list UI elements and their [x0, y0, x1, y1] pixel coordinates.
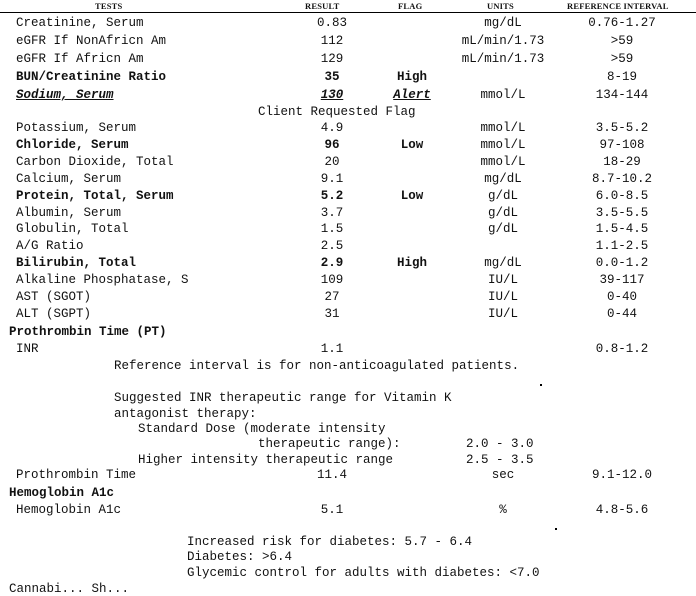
test-result: 130 — [320, 88, 344, 102]
table-row — [0, 189, 696, 206]
test-name: Globulin, Total — [16, 222, 129, 236]
test-units: IU/L — [487, 273, 519, 287]
test-units: g/dL — [487, 206, 519, 220]
header-result: RESULT — [305, 1, 340, 11]
test-flag: Low — [400, 189, 424, 203]
test-reference: 39-117 — [599, 273, 645, 287]
test-name: Potassium, Serum — [16, 121, 137, 135]
test-reference: 3.5-5.2 — [595, 121, 649, 135]
pt-note: Standard Dose (moderate intensity — [138, 422, 386, 436]
test-reference: 18-29 — [603, 155, 641, 169]
test-reference: 1.1-2.5 — [595, 239, 649, 253]
test-reference: 0.76-1.27 — [588, 16, 656, 30]
stray-dot — [555, 528, 557, 530]
table-row — [0, 88, 696, 105]
test-name: eGFR If Africn Am — [16, 52, 144, 66]
stray-dot — [540, 384, 542, 386]
test-units: mmol/L — [480, 138, 526, 152]
test-units: mg/dL — [484, 16, 522, 30]
pt-range-value: 2.5 - 3.5 — [466, 453, 534, 467]
table-row — [0, 290, 696, 307]
table-row — [0, 121, 696, 138]
test-reference: >59 — [610, 34, 634, 48]
test-result: 0.83 — [316, 16, 348, 30]
section-title-pt: Prothrombin Time (PT) — [9, 325, 167, 339]
test-units: sec — [491, 468, 515, 482]
table-row — [0, 468, 696, 485]
test-result: 20 — [324, 155, 340, 169]
test-name: Calcium, Serum — [16, 172, 122, 186]
test-result: 5.1 — [320, 503, 344, 517]
test-name: BUN/Creatinine Ratio — [16, 70, 167, 84]
test-result: 109 — [320, 273, 344, 287]
test-reference: 9.1-12.0 — [591, 468, 653, 482]
test-flag: Low — [400, 138, 424, 152]
table-row — [0, 273, 696, 290]
header-tests: TESTS — [95, 1, 123, 11]
test-result: 9.1 — [320, 172, 344, 186]
table-row — [0, 222, 696, 239]
column-header — [0, 0, 696, 13]
test-name: INR — [16, 342, 39, 356]
pt-note: Higher intensity therapeutic range — [138, 453, 394, 467]
table-row — [0, 52, 696, 69]
test-reference: 0-44 — [606, 307, 638, 321]
test-units: g/dL — [487, 222, 519, 236]
test-reference: 6.0-8.5 — [595, 189, 649, 203]
pt-note: Reference interval is for non-anticoagulated patients. — [114, 359, 520, 373]
test-result: 5.2 — [320, 189, 344, 203]
test-flag: High — [396, 256, 428, 270]
test-units: % — [499, 503, 507, 517]
test-result: 31 — [324, 307, 340, 321]
test-reference: 8.7-10.2 — [591, 172, 653, 186]
table-row — [0, 138, 696, 155]
test-result: 35 — [324, 70, 340, 84]
test-result: 11.4 — [316, 468, 348, 482]
test-units: mL/min/1.73 — [461, 52, 545, 66]
test-reference: 0-40 — [606, 290, 638, 304]
test-reference: 97-108 — [599, 138, 645, 152]
test-reference: 4.8-5.6 — [595, 503, 649, 517]
test-reference: >59 — [610, 52, 634, 66]
test-result: 112 — [320, 34, 344, 48]
test-name: ALT (SGPT) — [16, 307, 92, 321]
test-result: 96 — [324, 138, 340, 152]
test-result: 2.5 — [320, 239, 344, 253]
a1c-note: Glycemic control for adults with diabetes: <7.0 — [187, 566, 540, 580]
header-flag: FLAG — [398, 1, 423, 11]
header-reference: REFERENCE INTERVAL — [567, 1, 669, 11]
test-name: Creatinine, Serum — [16, 16, 144, 30]
test-name: Alkaline Phosphatase, S — [16, 273, 189, 287]
table-row — [0, 206, 696, 223]
cut-off-section-title: Cannabi... Sh... — [9, 582, 130, 596]
table-row — [0, 503, 696, 520]
table-row — [0, 34, 696, 51]
test-reference: 0.8-1.2 — [595, 342, 649, 356]
table-row — [0, 239, 696, 256]
test-name: Prothrombin Time — [16, 468, 137, 482]
test-result: 1.5 — [320, 222, 344, 236]
header-units: UNITS — [487, 1, 514, 11]
test-name: Bilirubin, Total — [16, 256, 137, 270]
test-name: Sodium, Serum — [16, 88, 114, 102]
table-row — [0, 70, 696, 87]
test-result: 3.7 — [320, 206, 344, 220]
test-result: 1.1 — [320, 342, 344, 356]
test-flag: High — [396, 70, 428, 84]
pt-note: Suggested INR therapeutic range for Vitamin K — [114, 391, 452, 405]
a1c-note: Increased risk for diabetes: 5.7 - 6.4 — [187, 535, 473, 549]
test-units: mmol/L — [480, 155, 526, 169]
pt-range-value: 2.0 - 3.0 — [466, 437, 534, 451]
test-name: Carbon Dioxide, Total — [16, 155, 174, 169]
a1c-note: Diabetes: >6.4 — [187, 550, 293, 564]
table-row — [0, 307, 696, 324]
table-row — [0, 342, 696, 359]
table-row — [0, 256, 696, 273]
table-row — [0, 172, 696, 189]
test-reference: 134-144 — [595, 88, 649, 102]
test-result: 4.9 — [320, 121, 344, 135]
table-row — [0, 16, 696, 33]
test-units: IU/L — [487, 290, 519, 304]
test-name: eGFR If NonAfricn Am — [16, 34, 167, 48]
test-units: mmol/L — [480, 121, 526, 135]
test-name: A/G Ratio — [16, 239, 84, 253]
test-reference: 3.5-5.5 — [595, 206, 649, 220]
test-units: mg/dL — [484, 172, 522, 186]
table-row — [0, 155, 696, 172]
test-units: mmol/L — [480, 88, 526, 102]
test-result: 129 — [320, 52, 344, 66]
test-reference: 1.5-4.5 — [595, 222, 649, 236]
test-units: g/dL — [487, 189, 519, 203]
test-flag: Alert — [393, 88, 431, 102]
test-result: 2.9 — [320, 256, 344, 270]
test-name: AST (SGOT) — [16, 290, 92, 304]
test-name: Protein, Total, Serum — [16, 189, 174, 203]
test-reference: 8-19 — [606, 70, 638, 84]
test-name: Albumin, Serum — [16, 206, 122, 220]
client-flag-note: Client Requested Flag — [258, 105, 416, 119]
pt-note: therapeutic range): — [258, 437, 401, 451]
section-title-a1c: Hemoglobin A1c — [9, 486, 115, 500]
test-result: 27 — [324, 290, 340, 304]
test-name: Hemoglobin A1c — [16, 503, 122, 517]
test-reference: 0.0-1.2 — [595, 256, 649, 270]
test-units: mL/min/1.73 — [461, 34, 545, 48]
test-name: Chloride, Serum — [16, 138, 129, 152]
test-units: mg/dL — [484, 256, 522, 270]
test-units: IU/L — [487, 307, 519, 321]
pt-note: antagonist therapy: — [114, 407, 257, 421]
